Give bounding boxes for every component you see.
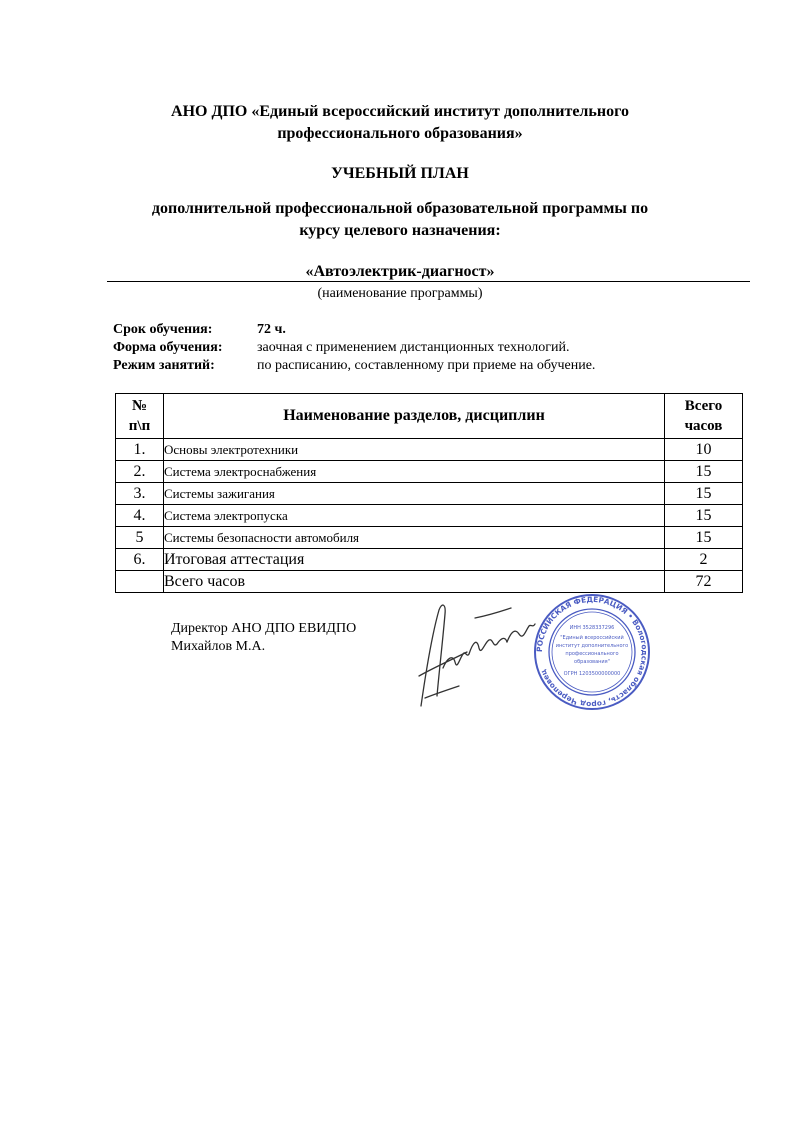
total-number-empty xyxy=(116,571,164,593)
stamp-org-line2: институт дополнительного xyxy=(555,643,629,649)
stamp-org-line4: образования" xyxy=(574,659,610,665)
row-discipline: Основы электротехники xyxy=(164,439,665,461)
row-hours: 15 xyxy=(665,461,743,483)
row-discipline: Система электроснабжения xyxy=(164,461,665,483)
subtitle-line1: дополнительной профессиональной образовательной программы по xyxy=(151,200,649,217)
signer-block xyxy=(171,620,356,656)
table-total-row xyxy=(116,571,743,593)
row-discipline: Системы безопасности автомобиля xyxy=(164,527,665,549)
table-header-row xyxy=(116,394,743,439)
mode-value: по расписанию, составленному при приеме на обучение. xyxy=(257,358,596,373)
organization-name xyxy=(0,101,800,145)
official-stamp xyxy=(533,593,651,711)
row-number: 6. xyxy=(116,549,164,571)
signer-name: Михайлов М.А. xyxy=(171,639,266,654)
handwritten-signature xyxy=(415,598,540,713)
form-label: Форма обучения: xyxy=(113,340,223,355)
program-caption: (наименование программы) xyxy=(317,286,483,301)
header-name: Наименование разделов, дисциплин xyxy=(164,394,665,439)
row-discipline: Итоговая аттестация xyxy=(164,549,665,571)
info-row-mode xyxy=(113,357,595,375)
header-number xyxy=(116,394,164,439)
header-hours-line2: часов xyxy=(684,418,723,434)
info-row-duration xyxy=(113,321,595,339)
table-row xyxy=(116,461,743,483)
row-number: 2. xyxy=(116,461,164,483)
document-title: УЧЕБНЫЙ ПЛАН xyxy=(331,165,469,182)
stamp-org-line1: "Единый всероссийский xyxy=(560,635,624,641)
subtitle-line2: курсу целевого назначения: xyxy=(299,222,501,239)
stamp-org-line3: профессионального xyxy=(565,651,619,657)
program-info xyxy=(113,321,595,375)
row-number: 4. xyxy=(116,505,164,527)
program-underline xyxy=(107,281,750,282)
table-row xyxy=(116,439,743,461)
row-discipline: Системы зажигания xyxy=(164,483,665,505)
organization-name-line2: профессионального образования» xyxy=(277,125,523,142)
table-row xyxy=(116,505,743,527)
total-hours: 72 xyxy=(665,571,743,593)
row-hours: 2 xyxy=(665,549,743,571)
duration-value: 72 ч. xyxy=(257,322,286,337)
table-row xyxy=(116,483,743,505)
row-hours: 15 xyxy=(665,527,743,549)
row-number: 5 xyxy=(116,527,164,549)
header-number-line1: № xyxy=(131,398,148,414)
stamp-ogrn: ОГРН 1203500000000 xyxy=(563,671,621,677)
header-hours xyxy=(665,394,743,439)
row-number: 3. xyxy=(116,483,164,505)
info-row-form xyxy=(113,339,595,357)
program-name: «Автоэлектрик-диагност» xyxy=(305,263,495,280)
curriculum-table xyxy=(115,393,743,593)
form-value: заочная с применением дистанционных технологий. xyxy=(257,340,570,355)
row-discipline: Система электропуска xyxy=(164,505,665,527)
table-row xyxy=(116,527,743,549)
row-hours: 10 xyxy=(665,439,743,461)
document-subtitle xyxy=(0,198,800,242)
row-hours: 15 xyxy=(665,483,743,505)
row-hours: 15 xyxy=(665,505,743,527)
header-number-line2: п\п xyxy=(128,418,151,434)
stamp-outer-text: РОССИЙСКАЯ ФЕДЕРАЦИЯ • Вологодская область, город Череповец xyxy=(534,594,650,710)
stamp-inn: ИНН 3528337296 xyxy=(569,625,615,631)
table-row xyxy=(116,549,743,571)
row-number: 1. xyxy=(116,439,164,461)
organization-name-line1: АНО ДПО «Единый всероссийский институт дополнительного xyxy=(171,103,629,120)
header-hours-line1: Всего xyxy=(684,398,723,414)
total-label: Всего часов xyxy=(164,571,665,593)
mode-label: Режим занятий: xyxy=(113,358,215,373)
signer-title: Директор АНО ДПО ЕВИДПО xyxy=(171,621,357,636)
duration-label: Срок обучения: xyxy=(113,322,213,337)
